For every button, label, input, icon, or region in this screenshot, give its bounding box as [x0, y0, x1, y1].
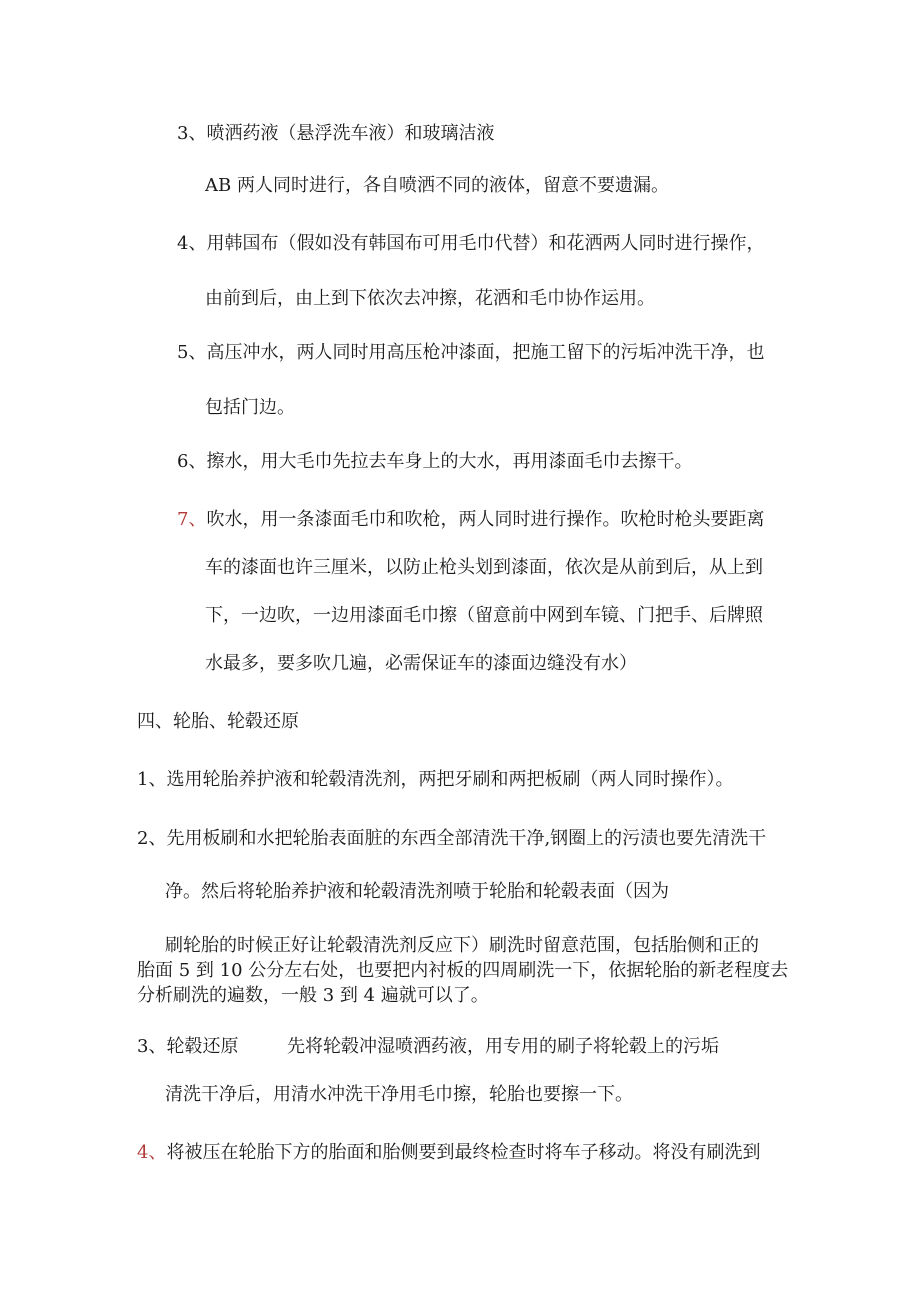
item-7-line-3: 下，一边吹，一边用漆面毛巾擦（留意前中网到车镜、门把手、后牌照: [205, 605, 763, 626]
section-4-step-1: 1、选用轮胎养护液和轮毂清洗剂，两把牙刷和两把板刷（两人同时操作）。: [137, 769, 734, 790]
section-4-step-3-line-2: 清洗干净后，用清水冲洗干净用毛巾擦，轮胎也要擦一下。: [165, 1084, 633, 1105]
section-4-step-2-line-1: 2、先用板刷和水把轮胎表面脏的东西全部清洗干净,钢圈上的污渍也要先清洗干: [137, 828, 767, 849]
item-3-number: 3、: [177, 123, 207, 144]
item-4-text: 用韩国布（假如没有韩国布可用毛巾代替）和花洒两人同时进行操作，: [206, 233, 765, 254]
item-7-line-4: 水最多，要多吹几遍，必需保证车的漆面边缝没有水）: [205, 653, 637, 674]
item-3-line-2: AB 两人同时进行，各自喷洒不同的液体，留意不要遗漏。: [205, 175, 669, 196]
item-4-line-2: 由前到后，由上到下依次去冲擦，花洒和毛巾协作运用。: [205, 288, 655, 309]
section-4-step-4-number: 4、: [137, 1142, 167, 1163]
item-3-text: 喷洒药液（悬浮洗车液）和玻璃洁液: [206, 123, 495, 144]
item-7-text: 吹水，用一条漆面毛巾和吹枪，两人同时进行操作。吹枪时枪头要距离: [206, 509, 765, 530]
item-3-line-1: [177, 122, 494, 146]
section-4-step-4-line-1: [137, 1141, 760, 1165]
section-4-step-2-line-4: 胎面 5 到 10 公分左右处，也要把内衬板的四周刷洗一下，依据轮胎的新老程度去: [137, 960, 789, 981]
section-4-step-2-line-3: 刷轮胎的时候正好让轮毂清洗剂反应下）刷洗时留意范围，包括胎侧和正的: [165, 935, 759, 956]
section-4-step-2-line-2: 净。然后将轮胎养护液和轮毂清洗剂喷于轮胎和轮毂表面（因为: [165, 881, 669, 902]
section-4-step-3-line-1: 先将轮毂冲湿喷洒药液，用专用的刷子将轮毂上的污垢: [287, 1036, 719, 1057]
item-4-line-1: [177, 232, 764, 256]
section-4-heading: 四、轮胎、轮毂还原: [137, 711, 299, 732]
item-5-line-2: 包括门边。: [205, 397, 295, 418]
section-4-step-4-text: 将被压在轮胎下方的胎面和胎侧要到最终检查时将车子移动。将没有刷洗到: [166, 1142, 761, 1163]
item-6-number: 6、: [177, 451, 207, 472]
item-5-line-1: [177, 341, 764, 365]
section-4-step-3-title: 3、轮毂还原: [137, 1036, 239, 1057]
item-7-number: 7、: [177, 509, 207, 530]
item-4-number: 4、: [177, 233, 207, 254]
item-6-text: 擦水，用大毛巾先拉去车身上的大水，再用漆面毛巾去擦干。: [206, 451, 693, 472]
item-7-line-2: 车的漆面也许三厘米，以防止枪头划到漆面，依次是从前到后，从上到: [205, 557, 763, 578]
section-4-step-2-line-5: 分析刷洗的遍数，一般 3 到 4 遍就可以了。: [137, 985, 489, 1006]
item-7-line-1: [177, 508, 764, 532]
item-6-line-1: [177, 450, 692, 474]
item-5-number: 5、: [177, 342, 207, 363]
item-5-text: 高压冲水，两人同时用高压枪冲漆面，把施工留下的污垢冲洗干净，也: [206, 342, 765, 363]
